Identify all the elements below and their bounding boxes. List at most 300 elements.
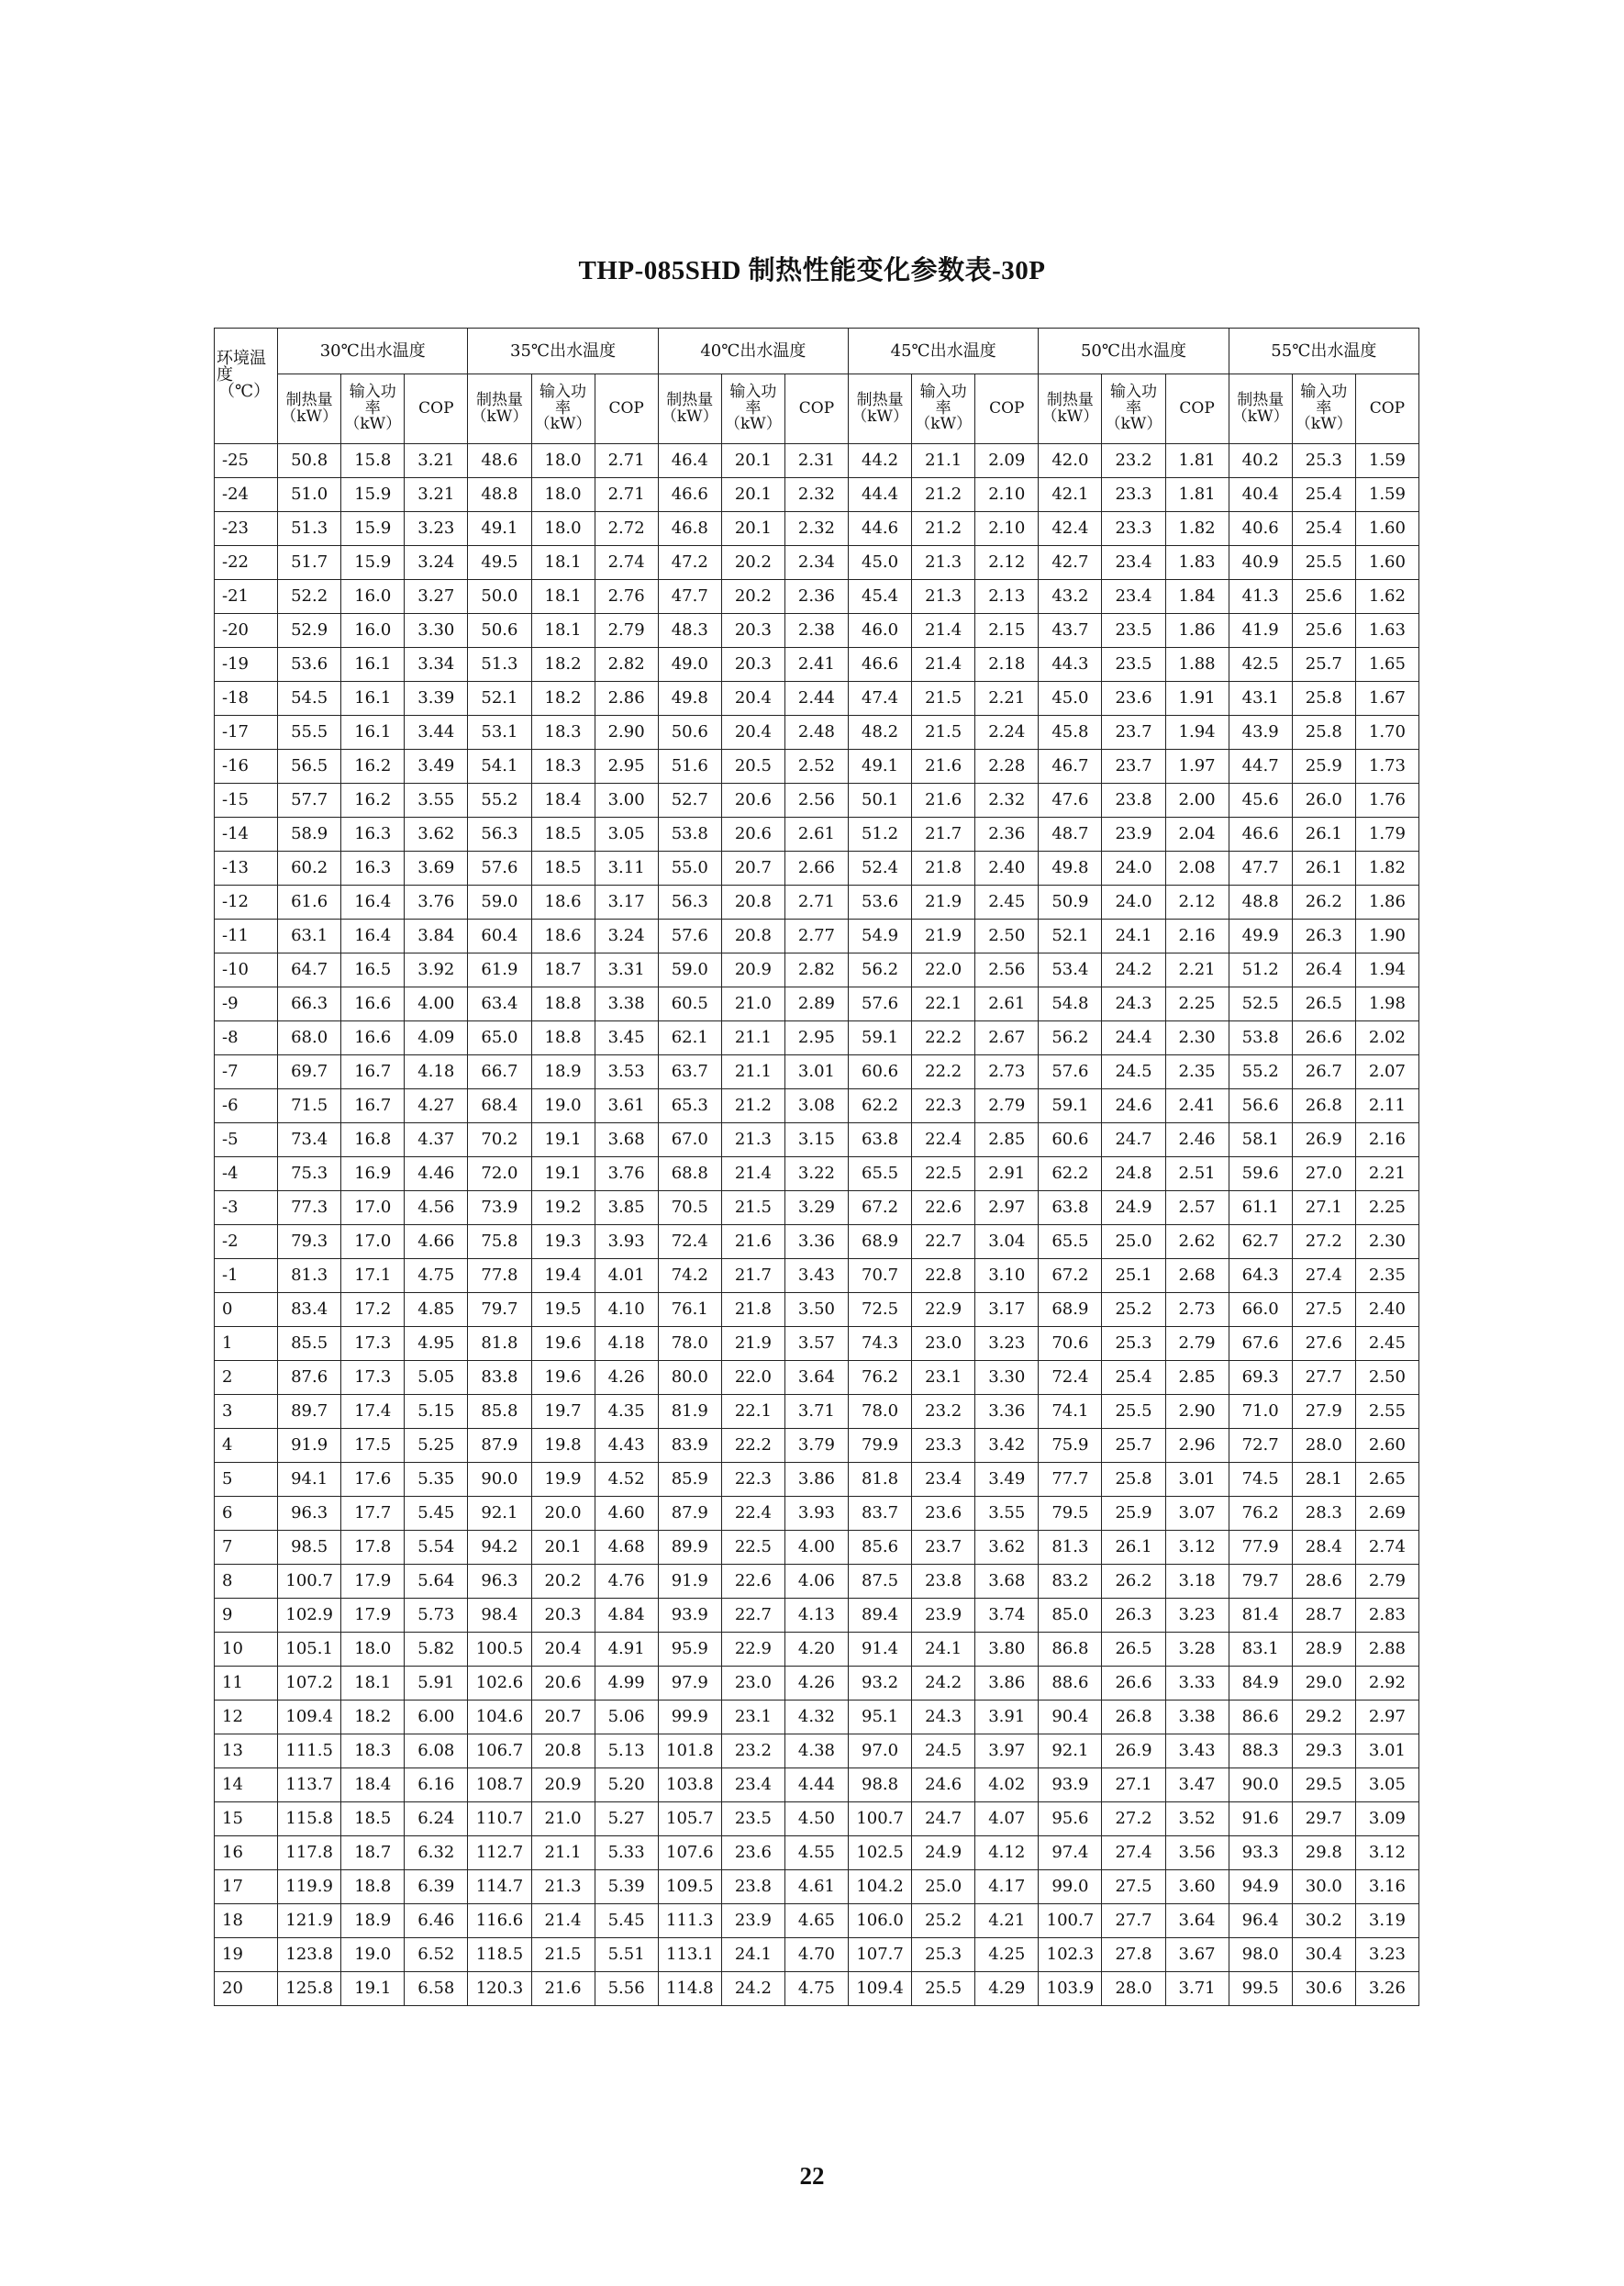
table-cell: 22.2 [912, 1055, 975, 1089]
table-cell: 2.32 [784, 512, 848, 546]
table-cell: 23.1 [912, 1361, 975, 1395]
table-cell: 23.3 [912, 1429, 975, 1463]
table-cell: 4.35 [595, 1395, 658, 1429]
metric-header-line: 输入功 [539, 382, 587, 401]
table-row [215, 1972, 1419, 2006]
table-cell: 3.36 [975, 1395, 1039, 1429]
metric-header [341, 374, 405, 444]
table-cell: 19.1 [531, 1157, 595, 1191]
table-cell: 3.86 [975, 1667, 1039, 1701]
table-cell: 20.4 [531, 1633, 595, 1667]
table-cell: 25.4 [1292, 478, 1355, 512]
ambient-temp-cell: 5 [215, 1463, 278, 1497]
table-cell: 71.5 [278, 1089, 341, 1123]
table-cell: 93.3 [1229, 1836, 1292, 1870]
table-cell: 55.2 [468, 784, 531, 818]
table-cell: 60.2 [278, 852, 341, 886]
metric-header-line: COP [1369, 398, 1406, 418]
metric-header-line: 输入功 [729, 382, 777, 401]
table-cell: 25.5 [1102, 1395, 1165, 1429]
table-cell: 45.0 [1039, 682, 1102, 716]
table-cell: 4.29 [975, 1972, 1039, 2006]
table-cell: 22.0 [721, 1361, 784, 1395]
table-cell: 20.6 [721, 784, 784, 818]
table-cell: 26.3 [1292, 920, 1355, 953]
table-cell: 106.0 [849, 1904, 912, 1938]
table-cell: 27.2 [1102, 1802, 1165, 1836]
table-cell: 16.3 [341, 852, 405, 886]
table-row [215, 512, 1419, 546]
page-title: THP-085SHD 制热性能变化参数表-30P [578, 256, 1046, 285]
table-cell: 3.93 [784, 1497, 848, 1531]
table-cell: 25.4 [1292, 512, 1355, 546]
table-cell: 23.8 [1102, 784, 1165, 818]
table-cell: 2.89 [784, 987, 848, 1021]
table-cell: 117.8 [278, 1836, 341, 1870]
table-cell: 27.1 [1292, 1191, 1355, 1225]
table-cell: 56.2 [1039, 1021, 1102, 1055]
metric-header [595, 374, 658, 444]
table-cell: 3.19 [1355, 1904, 1418, 1938]
table-cell: 98.5 [278, 1531, 341, 1565]
table-cell: 29.7 [1292, 1802, 1355, 1836]
table-cell: 2.56 [975, 953, 1039, 987]
table-cell: 16.1 [341, 682, 405, 716]
table-cell: 2.02 [1355, 1021, 1418, 1055]
table-cell: 2.25 [1355, 1191, 1418, 1225]
table-cell: 3.44 [405, 716, 468, 750]
table-cell: 16.3 [341, 818, 405, 852]
table-cell: 88.3 [1229, 1734, 1292, 1768]
table-cell: 21.3 [912, 546, 975, 580]
table-cell: 21.0 [531, 1802, 595, 1836]
table-cell: 18.6 [531, 886, 595, 920]
table-cell: 25.9 [1292, 750, 1355, 784]
ambient-temp-cell: 14 [215, 1768, 278, 1802]
table-cell: 90.0 [1229, 1768, 1292, 1802]
table-cell: 21.9 [721, 1327, 784, 1361]
table-cell: 62.2 [849, 1089, 912, 1123]
table-cell: 27.1 [1102, 1768, 1165, 1802]
table-cell: 3.00 [595, 784, 658, 818]
table-cell: 76.2 [849, 1361, 912, 1395]
table-cell: 1.94 [1165, 716, 1229, 750]
ambient-temp-cell: 12 [215, 1701, 278, 1734]
table-cell: 4.00 [405, 987, 468, 1021]
ambient-temp-cell: -10 [215, 953, 278, 987]
table-cell: 25.7 [1292, 648, 1355, 682]
table-cell: 24.9 [912, 1836, 975, 1870]
table-cell: 2.97 [1355, 1701, 1418, 1734]
table-cell: 89.9 [658, 1531, 721, 1565]
table-cell: 16.1 [341, 716, 405, 750]
table-cell: 1.65 [1355, 648, 1418, 682]
table-cell: 2.79 [975, 1089, 1039, 1123]
table-cell: 26.0 [1292, 784, 1355, 818]
table-cell: 20.3 [721, 648, 784, 682]
table-cell: 50.6 [468, 614, 531, 648]
table-cell: 118.5 [468, 1938, 531, 1972]
table-cell: 4.55 [784, 1836, 848, 1870]
table-cell: 2.77 [784, 920, 848, 953]
table-row [215, 1191, 1419, 1225]
table-cell: 113.1 [658, 1938, 721, 1972]
table-cell: 21.7 [721, 1259, 784, 1293]
table-cell: 2.18 [975, 648, 1039, 682]
table-cell: 25.5 [912, 1972, 975, 2006]
table-cell: 75.9 [1039, 1429, 1102, 1463]
table-cell: 2.15 [975, 614, 1039, 648]
table-cell: 1.81 [1165, 444, 1229, 478]
ambient-temp-cell: -18 [215, 682, 278, 716]
table-cell: 23.2 [721, 1734, 784, 1768]
table-cell: 53.8 [658, 818, 721, 852]
metric-header [278, 374, 341, 444]
table-cell: 21.1 [912, 444, 975, 478]
table-cell: 16.5 [341, 953, 405, 987]
table-row [215, 1599, 1419, 1633]
table-cell: 98.8 [849, 1768, 912, 1802]
table-cell: 2.36 [975, 818, 1039, 852]
ambient-temp-cell: -12 [215, 886, 278, 920]
table-cell: 16.8 [341, 1123, 405, 1157]
table-cell: 2.52 [784, 750, 848, 784]
table-row [215, 852, 1419, 886]
table-cell: 115.8 [278, 1802, 341, 1836]
ambient-temp-cell: -17 [215, 716, 278, 750]
table-cell: 2.74 [1355, 1531, 1418, 1565]
table-cell: 43.9 [1229, 716, 1292, 750]
table-cell: 24.2 [912, 1667, 975, 1701]
table-cell: 72.5 [849, 1293, 912, 1327]
table-cell: 70.2 [468, 1123, 531, 1157]
table-cell: 6.16 [405, 1768, 468, 1802]
table-cell: 1.82 [1355, 852, 1418, 886]
table-cell: 21.4 [912, 614, 975, 648]
metric-header [1165, 374, 1229, 444]
table-cell: 19.7 [531, 1395, 595, 1429]
table-cell: 125.8 [278, 1972, 341, 2006]
table-cell: 57.6 [468, 852, 531, 886]
table-cell: 55.2 [1229, 1055, 1292, 1089]
table-cell: 44.2 [849, 444, 912, 478]
table-cell: 2.41 [1165, 1089, 1229, 1123]
table-cell: 106.7 [468, 1734, 531, 1768]
table-cell: 23.0 [721, 1667, 784, 1701]
table-cell: 2.07 [1355, 1055, 1418, 1089]
table-cell: 96.3 [468, 1565, 531, 1599]
table-cell: 22.2 [912, 1021, 975, 1055]
table-cell: 5.45 [405, 1497, 468, 1531]
table-cell: 15.8 [341, 444, 405, 478]
table-cell: 27.4 [1292, 1259, 1355, 1293]
table-cell: 3.16 [1355, 1870, 1418, 1904]
table-cell: 109.4 [278, 1701, 341, 1734]
table-cell: 98.0 [1229, 1938, 1292, 1972]
table-cell: 5.91 [405, 1667, 468, 1701]
table-cell: 5.35 [405, 1463, 468, 1497]
table-cell: 58.1 [1229, 1123, 1292, 1157]
table-cell: 77.9 [1229, 1531, 1292, 1565]
table-cell: 52.7 [658, 784, 721, 818]
table-row [215, 1089, 1419, 1123]
table-cell: 22.3 [721, 1463, 784, 1497]
table-cell: 56.3 [658, 886, 721, 920]
table-cell: 2.61 [784, 818, 848, 852]
ambient-temp-cell: -1 [215, 1259, 278, 1293]
table-cell: 5.64 [405, 1565, 468, 1599]
table-cell: 4.60 [595, 1497, 658, 1531]
table-cell: 5.51 [595, 1938, 658, 1972]
table-cell: 45.4 [849, 580, 912, 614]
table-cell: 5.82 [405, 1633, 468, 1667]
table-cell: 55.0 [658, 852, 721, 886]
table-cell: 3.12 [1355, 1836, 1418, 1870]
table-cell: 46.6 [849, 648, 912, 682]
table-cell: 4.12 [975, 1836, 1039, 1870]
table-cell: 3.71 [1165, 1972, 1229, 2006]
table-row [215, 648, 1419, 682]
table-cell: 6.24 [405, 1802, 468, 1836]
table-cell: 4.18 [405, 1055, 468, 1089]
table-cell: 6.52 [405, 1938, 468, 1972]
table-cell: 47.2 [658, 546, 721, 580]
table-cell: 24.3 [912, 1701, 975, 1734]
table-cell: 3.05 [595, 818, 658, 852]
table-cell: 6.00 [405, 1701, 468, 1734]
table-cell: 23.4 [912, 1463, 975, 1497]
table-cell: 19.6 [531, 1361, 595, 1395]
table-cell: 4.56 [405, 1191, 468, 1225]
table-cell: 21.3 [912, 580, 975, 614]
table-cell: 2.10 [975, 478, 1039, 512]
table-cell: 20.1 [721, 444, 784, 478]
table-cell: 108.7 [468, 1768, 531, 1802]
table-cell: 1.59 [1355, 444, 1418, 478]
table-cell: 27.6 [1292, 1327, 1355, 1361]
table-cell: 24.1 [912, 1633, 975, 1667]
table-cell: 77.8 [468, 1259, 531, 1293]
table-cell: 18.4 [341, 1768, 405, 1802]
metric-header-line: COP [418, 398, 454, 418]
table-cell: 120.3 [468, 1972, 531, 2006]
table-cell: 48.6 [468, 444, 531, 478]
table-cell: 22.4 [721, 1497, 784, 1531]
table-cell: 4.52 [595, 1463, 658, 1497]
table-cell: 2.71 [784, 886, 848, 920]
table-cell: 44.4 [849, 478, 912, 512]
table-cell: 4.76 [595, 1565, 658, 1599]
ambient-temp-header-line: （℃） [218, 382, 271, 401]
table-cell: 3.12 [1165, 1531, 1229, 1565]
table-cell: 21.4 [721, 1157, 784, 1191]
table-cell: 3.38 [595, 987, 658, 1021]
table-cell: 23.9 [1102, 818, 1165, 852]
table-cell: 97.9 [658, 1667, 721, 1701]
table-cell: 63.1 [278, 920, 341, 953]
table-cell: 1.70 [1355, 716, 1418, 750]
ambient-temp-cell: -22 [215, 546, 278, 580]
table-cell: 21.5 [912, 682, 975, 716]
table-row [215, 953, 1419, 987]
table-cell: 22.6 [721, 1565, 784, 1599]
table-cell: 2.04 [1165, 818, 1229, 852]
ambient-temp-cell: 20 [215, 1972, 278, 2006]
table-cell: 23.4 [1102, 580, 1165, 614]
table-cell: 46.6 [1229, 818, 1292, 852]
table-cell: 21.3 [721, 1123, 784, 1157]
table-cell: 70.5 [658, 1191, 721, 1225]
table-cell: 23.5 [1102, 614, 1165, 648]
table-cell: 25.6 [1292, 614, 1355, 648]
table-cell: 29.8 [1292, 1836, 1355, 1870]
table-cell: 45.6 [1229, 784, 1292, 818]
table-cell: 4.91 [595, 1633, 658, 1667]
table-row [215, 1395, 1419, 1429]
table-cell: 2.76 [595, 580, 658, 614]
table-cell: 5.05 [405, 1361, 468, 1395]
table-cell: 2.10 [975, 512, 1039, 546]
table-cell: 2.56 [784, 784, 848, 818]
table-row [215, 1361, 1419, 1395]
ambient-temp-cell: -7 [215, 1055, 278, 1089]
table-cell: 3.61 [595, 1089, 658, 1123]
table-cell: 21.6 [531, 1972, 595, 2006]
metric-header-line: 制热量 [475, 390, 523, 409]
table-row [215, 987, 1419, 1021]
table-cell: 19.8 [531, 1429, 595, 1463]
table-cell: 24.0 [1102, 886, 1165, 920]
table-cell: 2.32 [784, 478, 848, 512]
table-cell: 99.0 [1039, 1870, 1102, 1904]
table-cell: 103.8 [658, 1768, 721, 1802]
table-cell: 3.23 [1355, 1938, 1418, 1972]
table-cell: 2.11 [1355, 1089, 1418, 1123]
table-cell: 18.7 [531, 953, 595, 987]
table-cell: 83.2 [1039, 1565, 1102, 1599]
metric-header-line: 制热量 [856, 390, 904, 409]
table-cell: 22.9 [912, 1293, 975, 1327]
table-cell: 5.06 [595, 1701, 658, 1734]
table-cell: 48.7 [1039, 818, 1102, 852]
table-cell: 91.4 [849, 1633, 912, 1667]
table-cell: 27.2 [1292, 1225, 1355, 1259]
table-cell: 20.0 [531, 1497, 595, 1531]
table-cell: 2.62 [1165, 1225, 1229, 1259]
table-cell: 2.13 [975, 580, 1039, 614]
table-cell: 91.6 [1229, 1802, 1292, 1836]
table-cell: 20.7 [721, 852, 784, 886]
table-cell: 28.0 [1102, 1972, 1165, 2006]
table-cell: 4.09 [405, 1021, 468, 1055]
table-cell: 21.2 [912, 478, 975, 512]
table-cell: 3.30 [405, 614, 468, 648]
table-cell: 24.3 [1102, 987, 1165, 1021]
table-cell: 26.6 [1292, 1021, 1355, 1055]
ambient-temp-header-line: 度 [217, 365, 233, 385]
table-cell: 1.88 [1165, 648, 1229, 682]
table-cell: 24.5 [912, 1734, 975, 1768]
table-cell: 3.84 [405, 920, 468, 953]
table-cell: 21.3 [531, 1870, 595, 1904]
table-cell: 42.5 [1229, 648, 1292, 682]
ambient-temp-cell: -4 [215, 1157, 278, 1191]
table-cell: 3.30 [975, 1361, 1039, 1395]
table-cell: 101.8 [658, 1734, 721, 1768]
table-cell: 24.5 [1102, 1055, 1165, 1089]
table-cell: 45.0 [849, 546, 912, 580]
metric-header-line: COP [1179, 398, 1215, 418]
table-cell: 1.90 [1355, 920, 1418, 953]
table-cell: 22.6 [912, 1191, 975, 1225]
table-cell: 18.1 [531, 614, 595, 648]
table-cell: 27.7 [1292, 1361, 1355, 1395]
table-row [215, 546, 1419, 580]
table-cell: 47.7 [658, 580, 721, 614]
table-cell: 4.06 [784, 1565, 848, 1599]
table-cell: 30.2 [1292, 1904, 1355, 1938]
table-cell: 49.8 [658, 682, 721, 716]
table-cell: 4.84 [595, 1599, 658, 1633]
table-cell: 66.0 [1229, 1293, 1292, 1327]
table-cell: 50.9 [1039, 886, 1102, 920]
table-cell: 5.56 [595, 1972, 658, 2006]
table-cell: 1.73 [1355, 750, 1418, 784]
table-cell: 47.6 [1039, 784, 1102, 818]
table-cell: 48.2 [849, 716, 912, 750]
table-cell: 4.46 [405, 1157, 468, 1191]
table-cell: 2.60 [1355, 1429, 1418, 1463]
table-cell: 2.90 [1165, 1395, 1229, 1429]
ambient-temp-cell: 15 [215, 1802, 278, 1836]
table-cell: 16.2 [341, 750, 405, 784]
table-cell: 5.54 [405, 1531, 468, 1565]
table-cell: 22.1 [721, 1395, 784, 1429]
table-cell: 27.4 [1102, 1836, 1165, 1870]
table-cell: 17.4 [341, 1395, 405, 1429]
table-cell: 2.95 [784, 1021, 848, 1055]
table-cell: 100.5 [468, 1633, 531, 1667]
table-cell: 3.23 [405, 512, 468, 546]
table-cell: 3.17 [595, 886, 658, 920]
table-cell: 16.7 [341, 1055, 405, 1089]
table-cell: 75.3 [278, 1157, 341, 1191]
table-cell: 57.7 [278, 784, 341, 818]
table-cell: 23.4 [721, 1768, 784, 1802]
table-cell: 114.8 [658, 1972, 721, 2006]
table-cell: 23.3 [1102, 478, 1165, 512]
table-cell: 1.97 [1165, 750, 1229, 784]
metric-header-line: （kW） [1041, 407, 1099, 426]
table-cell: 18.0 [531, 478, 595, 512]
table-cell: 54.8 [1039, 987, 1102, 1021]
table-cell: 3.69 [405, 852, 468, 886]
table-cell: 3.29 [784, 1191, 848, 1225]
table-cell: 93.2 [849, 1667, 912, 1701]
table-cell: 4.07 [975, 1802, 1039, 1836]
table-cell: 21.6 [912, 750, 975, 784]
table-cell: 89.7 [278, 1395, 341, 1429]
table-cell: 3.86 [784, 1463, 848, 1497]
table-cell: 20.6 [531, 1667, 595, 1701]
table-cell: 5.13 [595, 1734, 658, 1768]
table-cell: 52.2 [278, 580, 341, 614]
table-cell: 3.43 [1165, 1734, 1229, 1768]
table-cell: 85.5 [278, 1327, 341, 1361]
table-cell: 21.4 [531, 1904, 595, 1938]
table-cell: 80.0 [658, 1361, 721, 1395]
ambient-temp-cell: -20 [215, 614, 278, 648]
